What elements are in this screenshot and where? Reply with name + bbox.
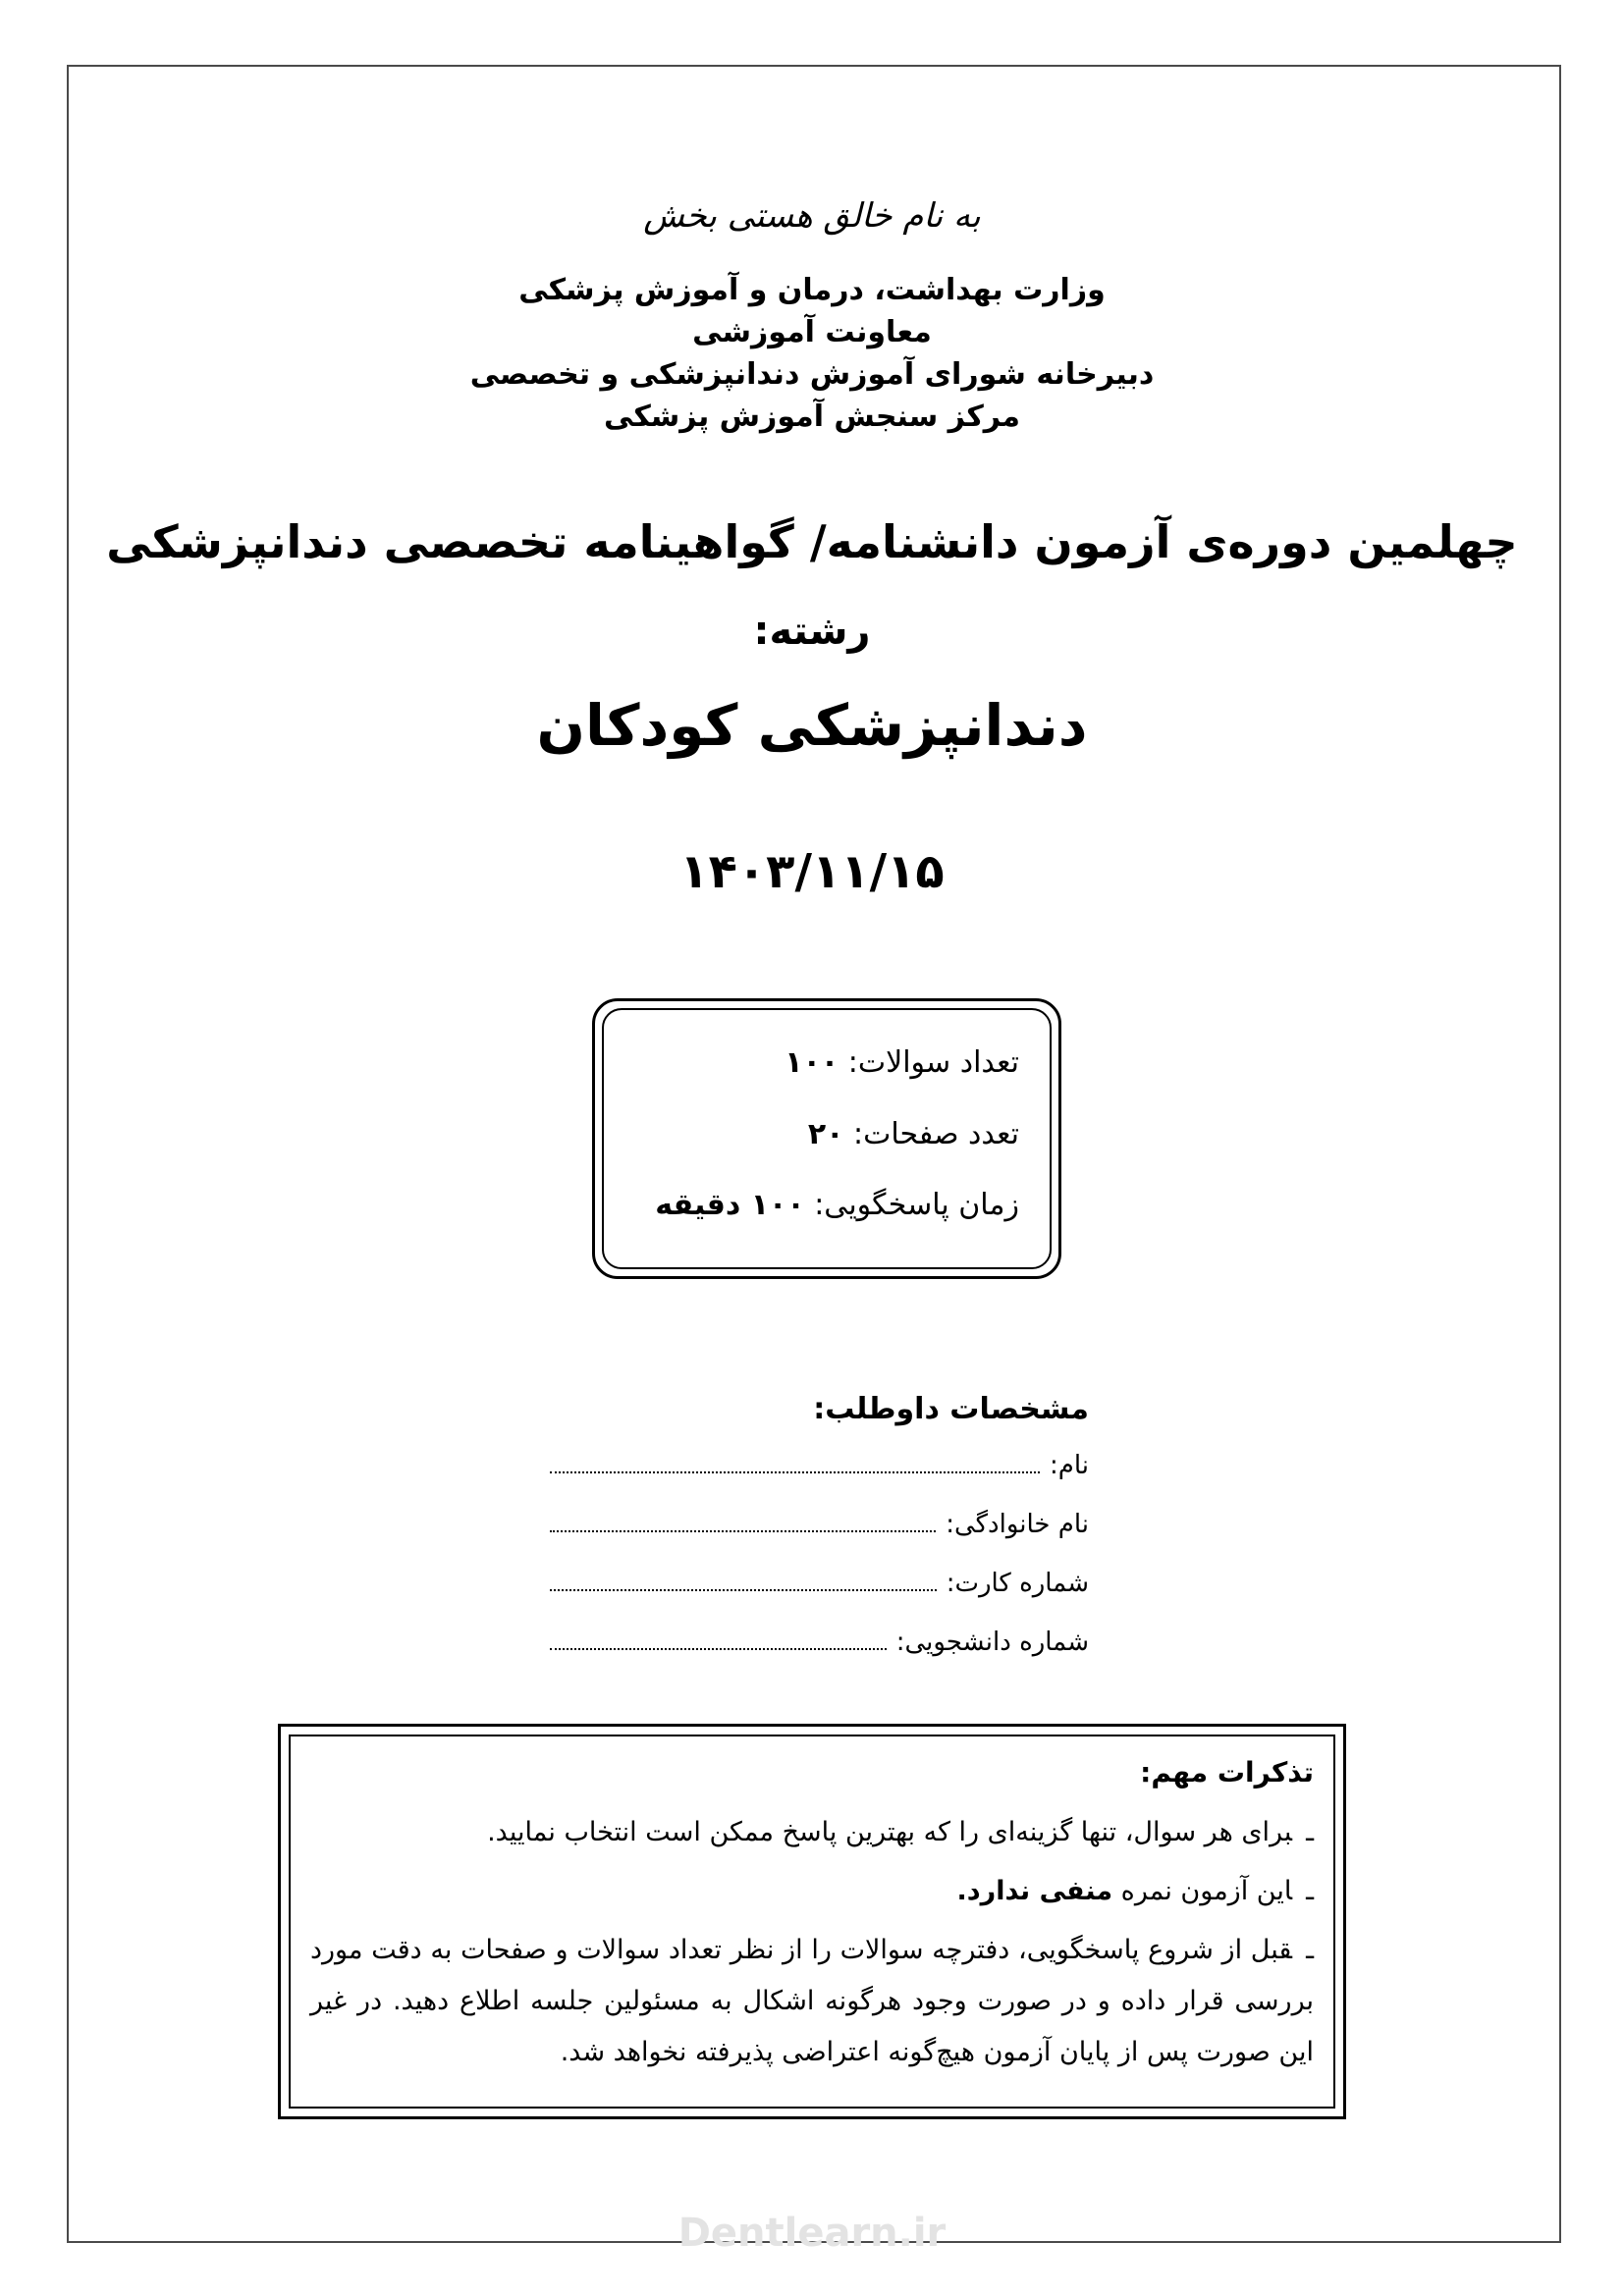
note-dash: ـ [1306,1817,1314,1847]
candidate-student-number-label: شماره دانشجویی: [895,1628,1089,1657]
note-dash: ـ [1306,1935,1314,1965]
org-line-secretariat: دبیرخانه شورای آموزش دندانپزشکی و تخصصی [469,357,1155,392]
candidate-surname-label: نام خانوادگی: [946,1510,1089,1539]
info-questions-value: ۱۰۰ [785,1045,839,1080]
candidate-surname-field[interactable] [550,1510,1089,1539]
info-time-value: ۱۰۰ دقیقه [655,1188,805,1222]
candidate-student-number-field[interactable] [550,1628,1089,1657]
org-line-deputy: معاونت آموزشی [692,315,932,349]
exam-info-box [592,998,1061,1279]
info-time-label: زمان پاسخگویی: [814,1188,1019,1222]
note-item-3-text: قبل از شروع پاسخگویی، دفترچه سوالات را از نظر تعداد سوالات و صفحات به دقت مورد بررسی قرار داده و در صورت وجود هرگونه اشکال به مسئولین جلسه اطلاع دهید. در غیر این صورت پس از پایان آزمون هیچ‌گونه اعتراضی پذیرفته نخواهد شد. [310,1935,1314,2067]
candidate-card-number-field[interactable] [550,1569,1089,1598]
org-line-center: مرکز سنجش آموزش پزشکی [603,400,1020,434]
note-item-3 [310,1925,1314,2078]
notes-title: تذکرات مهم: [1140,1756,1314,1789]
watermark: Dentlearn.ir [677,2211,947,2256]
field-name: دندانپزشکی کودکان [536,692,1088,759]
note-item-2-bold: منفی ندارد [966,1876,1113,1906]
candidate-title: مشخصات داوطلب: [813,1392,1089,1426]
note-dash: ـ [1306,1876,1314,1906]
candidate-name-dotted-line[interactable] [550,1452,1040,1473]
candidate-card-number-label: شماره کارت: [946,1569,1089,1598]
info-pages-label: تعدد صفحات: [853,1117,1019,1151]
note-item-1 [310,1807,1314,1858]
candidate-surname-dotted-line[interactable] [550,1511,936,1532]
note-item-2 [310,1866,1314,1917]
exam-date: ۱۴۰۳/۱۱/۱۵ [679,844,945,899]
exam-title: چهلمین دوره‌ی آزمون دانشنامه/ گواهینامه تخصصی دندانپزشکی [106,515,1518,568]
field-label: رشته: [753,609,871,654]
basmala: به نام خالق هستی بخش [643,196,981,236]
info-pages-value: ۲۰ [807,1117,844,1151]
candidate-name-field[interactable] [550,1451,1089,1480]
info-time-row [655,1188,1019,1222]
note-item-1-text: برای هر سوال، تنها گزینه‌ای را که بهترین پاسخ ممکن است انتخاب نمایید. [487,1817,1293,1847]
info-pages-row [808,1117,1019,1151]
info-questions-label: تعداد سوالات: [847,1045,1019,1080]
candidate-student-number-dotted-line[interactable] [550,1629,887,1650]
candidate-name-label: نام: [1049,1451,1089,1480]
important-notes-box [278,1724,1346,2119]
org-line-ministry: وزارت بهداشت، درمان و آموزش پزشکی [518,273,1106,307]
note-item-2-suffix: . [956,1876,967,1906]
info-questions-row [785,1045,1019,1080]
note-item-2-prefix: این آزمون نمره [1120,1876,1293,1906]
candidate-card-number-dotted-line[interactable] [550,1570,937,1591]
